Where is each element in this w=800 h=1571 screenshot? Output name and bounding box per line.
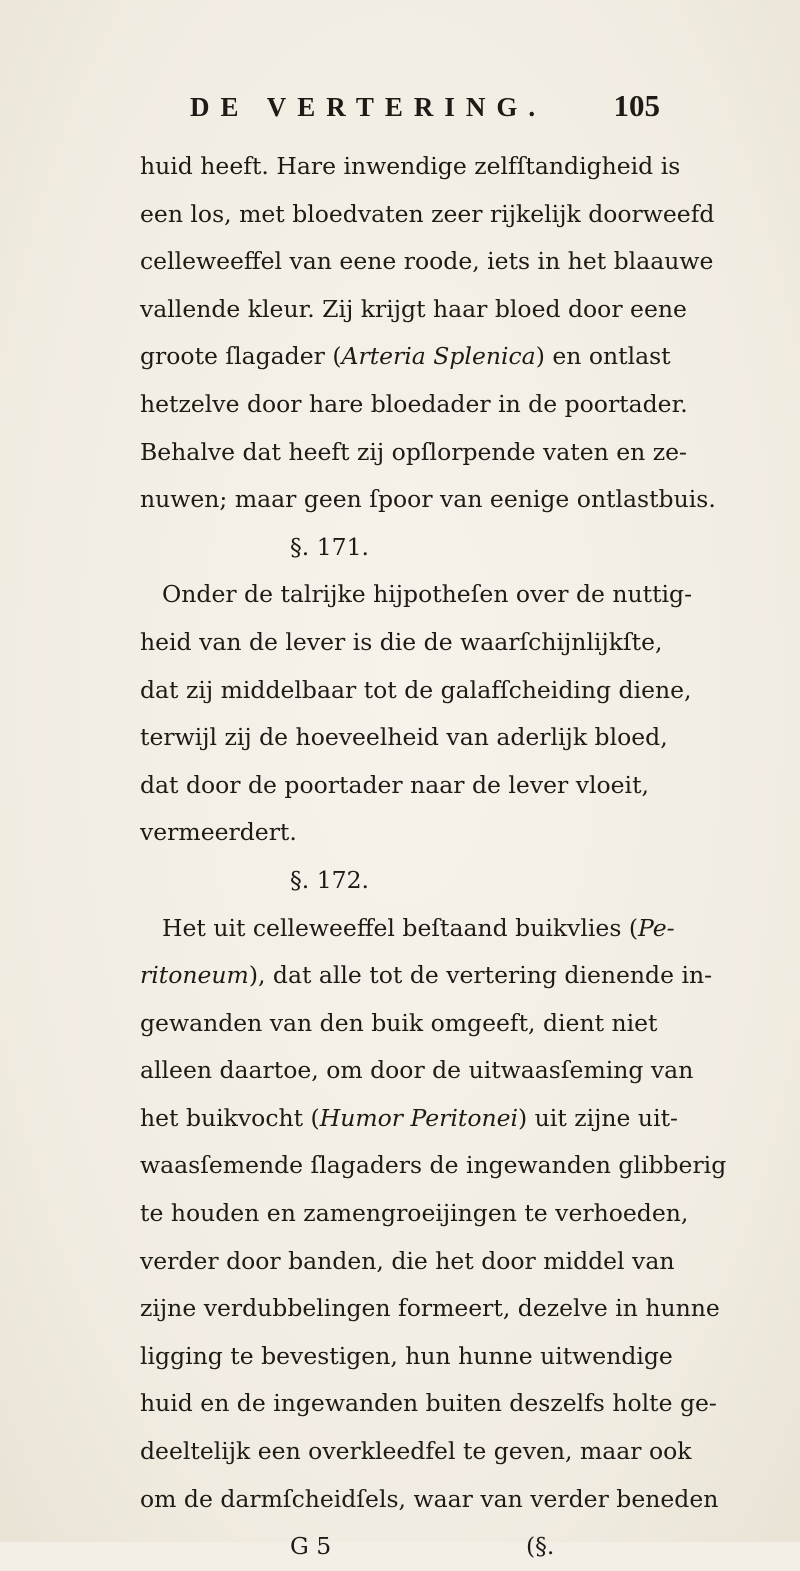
text-line: waasſemende ſlagaders de ingewanden glibberig (140, 1151, 727, 1180)
text-line: huid en de ingewanden buiten deszelfs holte ge- (140, 1389, 717, 1418)
text-line: dat door de poortader naar de lever vloeit, (140, 770, 649, 799)
text-line: Het uit celleweeffel beſtaand buikvlies (Pe- (162, 913, 675, 942)
text-line: gewanden van den buik omgeeft, dient niet (140, 1008, 658, 1037)
text-line: vallende kleur. Zij krijgt haar bloed door eene (140, 294, 687, 323)
text-line: vermeerdert. (140, 818, 297, 847)
text-line: ritoneum), dat alle tot de vertering dienende in- (140, 961, 713, 990)
text-line: deeltelijk een overkleedfel te geven, maar ook (140, 1437, 692, 1466)
section-number-171: §. 171. (290, 532, 370, 561)
text-line: terwijl zij de hoeveelheid van aderlijk bloed, (140, 723, 668, 752)
text-line: te houden en zamengroeijingen te verhoeden, (140, 1199, 689, 1228)
text-line: nuwen; maar geen ſpoor van eenige ontlastbuis. (140, 485, 716, 514)
text-line: Onder de talrijke hijpotheſen over de nuttig- (162, 580, 693, 609)
text-line: groote ſlagader (Arteria Splenica) en ontlast (140, 342, 671, 371)
page-footer (140, 1523, 662, 1571)
text-line: verder door banden, die het door middel van (140, 1246, 675, 1275)
text-line: ligging te bevestigen, hun hunne uitwendige (140, 1341, 673, 1370)
page-number: 105 (613, 88, 660, 123)
catchword: (§. (526, 1532, 555, 1561)
text-line: dat zij middelbaar tot de galafſcheiding diene, (140, 675, 692, 704)
text-line: zijne verdubbelingen formeert, dezelve in hunne (140, 1294, 720, 1323)
text-line: alleen daartoe, om door de uitwaasſeming van (140, 1056, 694, 1085)
body-text (140, 143, 727, 1571)
text-line: Behalve dat heeft zij opſlorpende vaten en ze- (140, 437, 687, 466)
page-header (150, 88, 660, 134)
text-line: celleweeffel van eene roode, iets in het blaauwe (140, 247, 714, 276)
text-line: om de darmſcheidſels, waar van verder beneden (140, 1484, 719, 1513)
text-line: hetzelve door hare bloedader in de poortader. (140, 389, 688, 418)
text-line: het buikvocht (Humor Peritonei) uit zijne uit- (140, 1103, 678, 1132)
text-line: een los, met bloedvaten zeer rijkelijk doorweefd (140, 199, 715, 228)
running-title: DE VERTERING. (190, 92, 547, 122)
text-line: heid van de lever is die de waarſchijnlijkſte, (140, 627, 663, 656)
signature-mark: G 5 (290, 1532, 332, 1561)
section-number-172: §. 172. (290, 865, 370, 894)
text-line: huid heeft. Hare inwendige zelfſtandigheid is (140, 152, 681, 180)
